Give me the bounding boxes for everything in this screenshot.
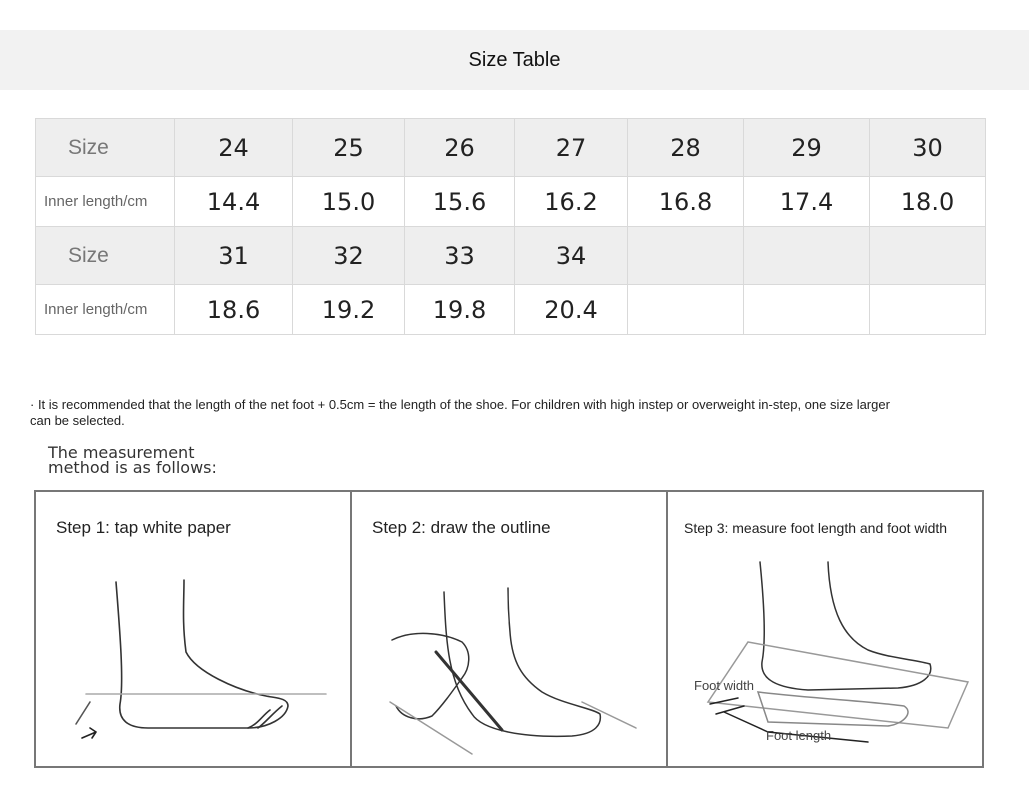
size-label-cell: Size (36, 227, 175, 285)
size-value-cell: 32 (293, 227, 405, 285)
step-3-panel (666, 492, 982, 766)
method-line-1: The measurement (48, 443, 195, 462)
inner-length-label-cell: Inner length/cm (36, 177, 175, 227)
inner-length-value-cell: 20.4 (515, 285, 628, 335)
size-table (35, 118, 986, 335)
inner-length-row (36, 285, 986, 335)
size-value-cell (870, 227, 986, 285)
inner-length-label-cell: Inner length/cm (36, 285, 175, 335)
foot-width-label: Foot width (694, 678, 754, 693)
step-3-label: Step 3: measure foot length and foot width (684, 520, 948, 536)
step-2-label: Step 2: draw the outline (372, 518, 551, 537)
measurement-steps (34, 490, 984, 768)
method-heading (48, 445, 217, 475)
foot-length-label: Foot length (766, 728, 832, 743)
size-value-cell: 31 (175, 227, 293, 285)
size-value-cell: 24 (175, 119, 293, 177)
size-value-cell (744, 227, 870, 285)
inner-length-value-cell: 16.2 (515, 177, 628, 227)
inner-length-value-cell: 16.8 (628, 177, 744, 227)
inner-length-value-cell (744, 285, 870, 335)
recommendation-note: · It is recommended that the length of the net foot + 0.5cm = the length of the shoe. For children with high instep or overweight in-step, one size larger can be selected. (30, 397, 890, 428)
method-line-2: method is as follows: (48, 458, 217, 477)
size-value-cell: 33 (405, 227, 515, 285)
size-value-cell: 29 (744, 119, 870, 177)
title-bar (0, 30, 1029, 90)
page-title: Size Table (468, 48, 561, 71)
inner-length-value-cell: 18.6 (175, 285, 293, 335)
inner-length-value-cell (870, 285, 986, 335)
size-value-cell: 28 (628, 119, 744, 177)
inner-length-value-cell: 15.0 (293, 177, 405, 227)
size-label-cell: Size (36, 119, 175, 177)
inner-length-row (36, 177, 986, 227)
inner-length-value-cell: 14.4 (175, 177, 293, 227)
size-value-cell: 34 (515, 227, 628, 285)
inner-length-value-cell: 18.0 (870, 177, 986, 227)
step-1-panel (36, 492, 350, 766)
draw-outline-illustration (352, 492, 667, 766)
size-row (36, 227, 986, 285)
inner-length-value-cell: 19.8 (405, 285, 515, 335)
measure-foot-illustration (668, 492, 984, 766)
step-2-panel (350, 492, 666, 766)
size-value-cell: 26 (405, 119, 515, 177)
foot-on-paper-illustration (36, 492, 351, 766)
size-value-cell: 27 (515, 119, 628, 177)
size-value-cell (628, 227, 744, 285)
size-value-cell: 30 (870, 119, 986, 177)
inner-length-value-cell (628, 285, 744, 335)
inner-length-value-cell: 15.6 (405, 177, 515, 227)
inner-length-value-cell: 19.2 (293, 285, 405, 335)
inner-length-value-cell: 17.4 (744, 177, 870, 227)
size-value-cell: 25 (293, 119, 405, 177)
step-1-label: Step 1: tap white paper (56, 518, 231, 537)
size-row (36, 119, 986, 177)
